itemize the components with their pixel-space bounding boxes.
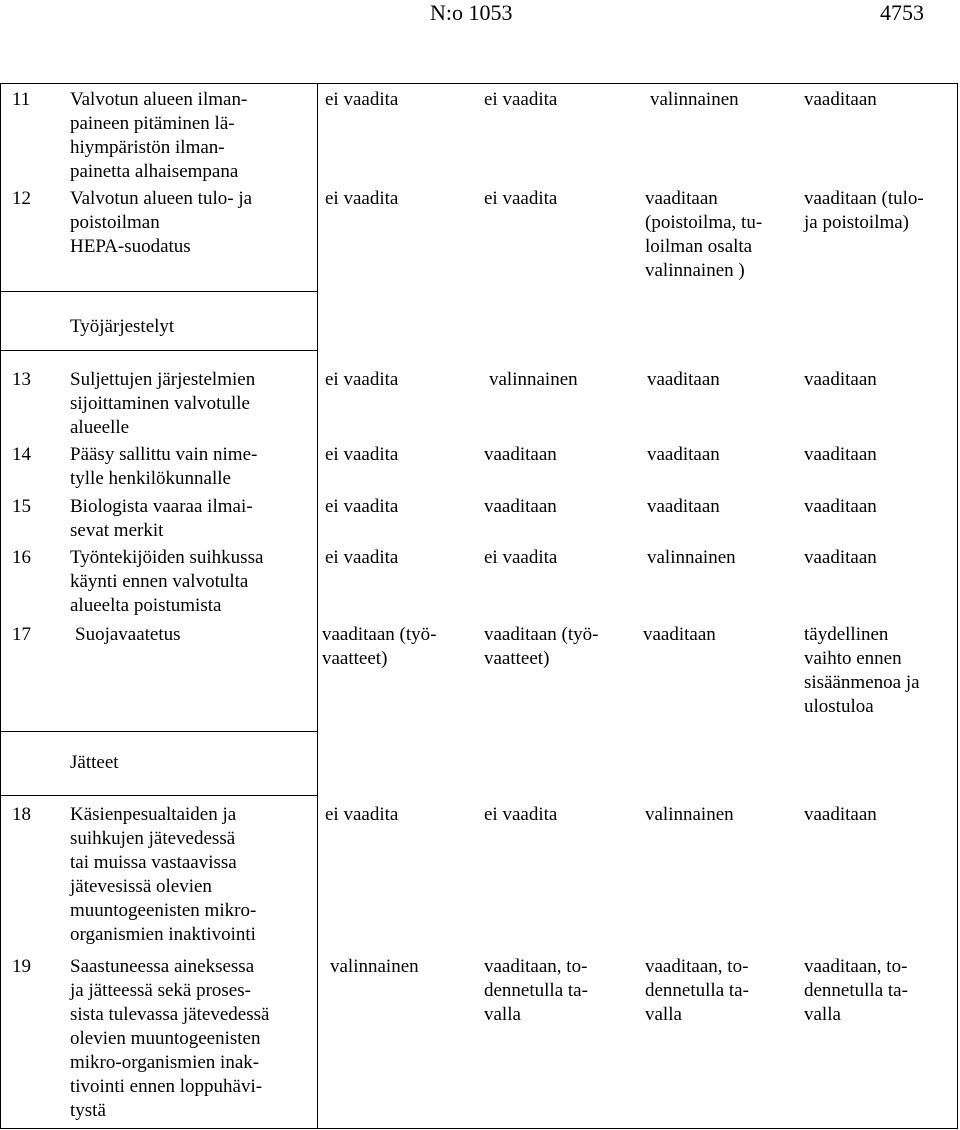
cell-col1: ei vaadita [325, 188, 399, 209]
cell-col4: vaaditaan, to- dennetulla ta- valla [804, 956, 908, 1025]
cell-col1: ei vaadita [325, 496, 399, 517]
row-number: 13 [12, 369, 31, 390]
cell-col3: vaaditaan, to- dennetulla ta- valla [645, 956, 749, 1025]
row-description: Valvotun alueen tulo- ja poistoilman HEPA-suodatus [70, 188, 253, 257]
cell-col2: ei vaadita [484, 547, 558, 568]
cell-col3: vaaditaan [647, 369, 720, 390]
row-description: Biologista vaaraa ilmai- sevat merkit [70, 496, 253, 541]
cell-col3: valinnainen [647, 547, 736, 568]
cell-col2: ei vaadita [484, 804, 558, 825]
cell-col3: vaaditaan [647, 444, 720, 465]
cell-col1: ei vaadita [325, 547, 399, 568]
cell-col4: vaaditaan [804, 804, 877, 825]
cell-col4: vaaditaan [804, 496, 877, 517]
cell-col2: ei vaadita [484, 188, 558, 209]
row-number: 16 [12, 547, 31, 568]
cell-col2: vaaditaan [484, 444, 557, 465]
cell-col2: valinnainen [489, 369, 578, 390]
cell-col4: vaaditaan [804, 547, 877, 568]
cell-col1: ei vaadita [325, 804, 399, 825]
row-description: Saastuneessa aineksessa ja jätteessä sekä proses- sista tulevassa jätevedessä olevien muuntogeenisten mikro-organismien inak- tivointi ennen loppuhävi- tystä [70, 956, 270, 1121]
row-number: 17 [12, 624, 31, 645]
cell-col1: ei vaadita [325, 89, 399, 110]
row-description: Käsienpesualtaiden ja suihkujen jätevedessä tai muissa vastaavissa jätevesissä olevien muuntogeenisten mikro- organismien inaktivointi [70, 804, 257, 945]
row-number: 18 [12, 804, 31, 825]
cell-col3: valinnainen [645, 804, 734, 825]
cell-col1: ei vaadita [325, 369, 399, 390]
row-number: 12 [12, 188, 31, 209]
cell-col1: ei vaadita [325, 444, 399, 465]
row-description: Valvotun alueen ilman- paineen pitäminen lä- hiympäristön ilman- painetta alhaisempana [70, 89, 248, 182]
row-description: Työntekijöiden suihkussa käynti ennen valvotulta alueelta poistumista [70, 547, 264, 616]
section-heading: Työjärjestelyt [70, 316, 175, 337]
cell-col4: vaaditaan [804, 369, 877, 390]
cell-col4: vaaditaan [804, 89, 877, 110]
cell-col2: vaaditaan, to- dennetulla ta- valla [484, 956, 588, 1025]
cell-col2: vaaditaan [484, 496, 557, 517]
row-number: 11 [12, 89, 31, 110]
cell-col4: täydellinen vaihto ennen sisäänmenoa ja ulostuloa [804, 624, 920, 717]
cell-col3: vaaditaan (poistoilma, tu- loilman osalta valinnainen ) [645, 188, 763, 281]
row-description: Pääsy sallittu vain nime- tylle henkilökunnalle [70, 444, 258, 489]
row-number: 15 [12, 496, 31, 517]
section-heading: Jätteet [70, 752, 119, 773]
cell-col4: vaaditaan (tulo- ja poistoilma) [804, 188, 924, 233]
row-description: Suojavaatetus [75, 624, 181, 645]
cell-col3: valinnainen [650, 89, 739, 110]
row-number: 19 [12, 956, 31, 977]
cell-col3: vaaditaan [643, 624, 716, 645]
row-description: Suljettujen järjestelmien sijoittaminen valvotulle alueelle [70, 369, 256, 438]
cell-col1: vaaditaan (työ- vaatteet) [322, 624, 437, 669]
cell-col3: vaaditaan [647, 496, 720, 517]
cell-col1: valinnainen [330, 956, 419, 977]
cell-col4: vaaditaan [804, 444, 877, 465]
document-number: N:o 1053 [430, 0, 513, 25]
cell-col2: vaaditaan (työ- vaatteet) [484, 624, 599, 669]
row-number: 14 [12, 444, 31, 465]
page-number: 4753 [880, 0, 924, 25]
cell-col2: ei vaadita [484, 89, 558, 110]
